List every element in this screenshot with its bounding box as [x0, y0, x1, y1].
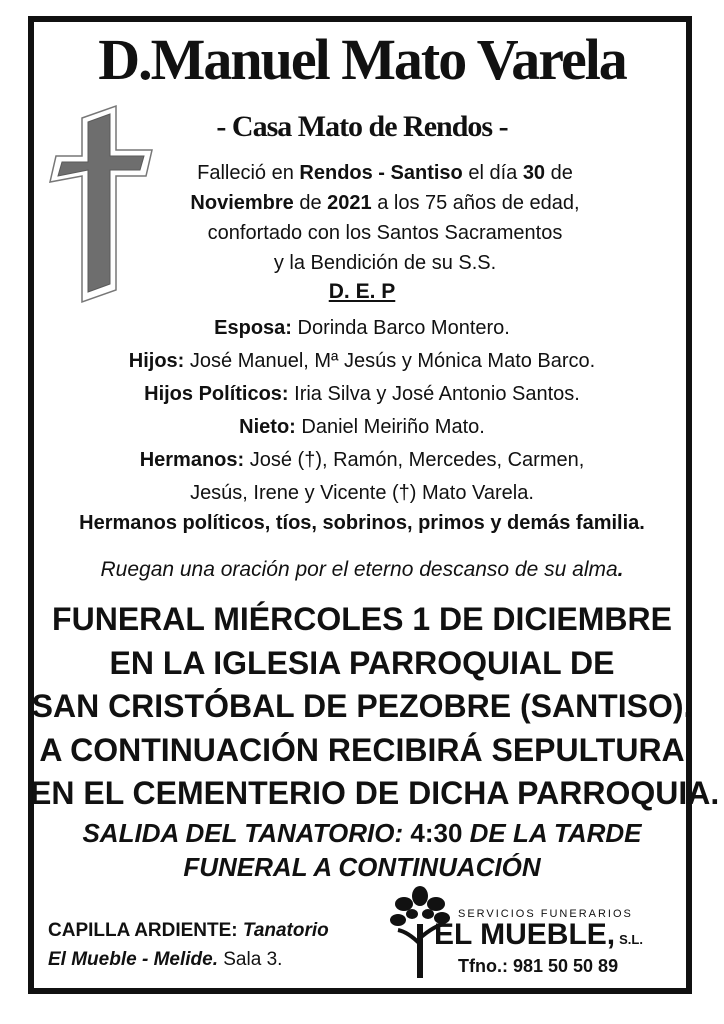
- funeral-announcement: FUNERAL MIÉRCOLES 1 DE DICIEMBRE EN LA IGLESIA PARROQUIAL DE SAN CRISTÓBAL DE PEZOBRE (SANTISO). A CONTINUACIÓN RECIBIRÁ SEPULTURA EN EL CEMENTERIO DE DICHA PARROQUIA.: [30, 601, 720, 811]
- family-row-hijos: Hijos: José Manuel, Mª Jesús y Mónica Mato Barco.: [128, 350, 596, 372]
- funeral-home-logo: [388, 884, 658, 980]
- logo-phone: Tfno.: 981 50 50 89: [458, 956, 619, 976]
- family-row-hermanos-cont: Jesús, Irene y Vicente (†) Mato Varela.: [190, 482, 534, 504]
- family-row-hijos-politicos: Hijos Políticos: Iria Silva y José Antonio Santos.: [144, 383, 580, 405]
- prayer-request: Ruegan una oración por el eterno descanso de su alma.: [100, 558, 624, 581]
- departure-info: SALIDA DEL TANATORIO: 4:30 DE LA TARDE FUNERAL A CONTINUACIÓN: [82, 818, 642, 882]
- family-row-nieto: Nieto: Daniel Meiriño Mato.: [239, 416, 485, 438]
- family-row-hermanos: Hermanos: José (†), Ramón, Mercedes, Carmen,: [139, 449, 585, 471]
- deceased-name: D.Manuel Mato Varela: [98, 27, 626, 92]
- house-name: - Casa Mato de Rendos -: [216, 110, 508, 143]
- logo-name: EL MUEBLE, S.L.: [434, 918, 643, 951]
- other-family: Hermanos políticos, tíos, sobrinos, primos y demás familia.: [79, 512, 645, 534]
- family-row-esposa: Esposa: Dorinda Barco Montero.: [214, 317, 510, 339]
- chapel-info: CAPILLA ARDIENTE: Tanatorio El Mueble - Melide. Sala 3.: [48, 920, 329, 970]
- cross-icon: [46, 102, 158, 306]
- family-list: [40, 312, 684, 510]
- logo-services: SERVICIOS FUNERARIOS: [458, 908, 633, 920]
- death-notice-text: Falleció en Rendos - Santiso el día 30 de Noviembre de 2021 a los 75 años de edad, confortado con los Santos Sacramentos y la Bendición de su S.S.: [190, 162, 580, 274]
- dep-heading: D. E. P: [328, 280, 396, 303]
